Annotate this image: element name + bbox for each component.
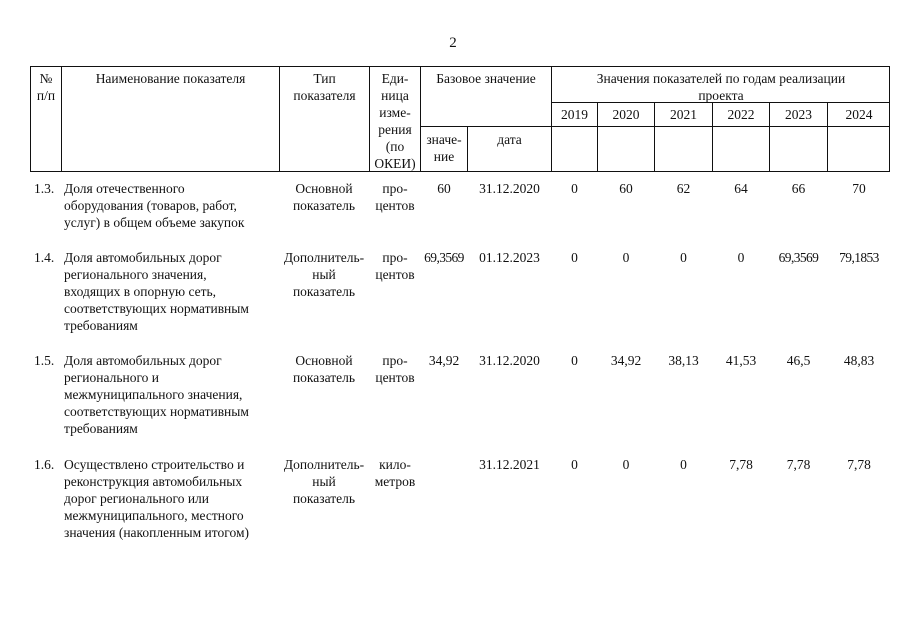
row-base-date: 31.12.2021 [479,457,540,472]
header-year: 2022 [727,107,755,122]
row-type: Дополнитель- ный показатель [283,457,365,506]
header-type: Тип показателя [293,71,356,103]
header-unit: Еди- ница изме- рения (по ОКЕИ) [374,71,416,171]
row-unit: про- центов [375,353,415,385]
row-name: Осуществлено строительство и реконструкция автомобильных дорог регионального или межмуниципального, местного значения (накопленным итогом) [64,457,249,540]
row-base-date: 31.12.2020 [479,181,540,196]
row-value: 7,78 [847,457,871,472]
row-value: 0 [571,181,578,196]
row-base-value: 60 [437,181,451,196]
header-name: Наименование показателя [95,71,246,86]
row-value: 7,78 [786,457,811,472]
page-number: 2 [449,35,457,51]
row-value: 0 [622,457,630,472]
row-value: 7,78 [729,457,753,472]
header-year: 2023 [785,107,812,122]
row-value: 64 [734,181,748,196]
header-divider [420,126,551,127]
row-base-value: 34,92 [428,353,460,368]
row-value: 38,13 [668,353,699,368]
row-num: 1.6. [34,457,55,472]
row-base-value: 69,3569 [424,250,464,265]
row-value: 60 [619,181,633,196]
header-base-value: значе- ние [426,132,462,164]
row-num: 1.4. [34,250,55,265]
row-num: 1.5. [34,353,55,368]
row-value: 0 [680,250,687,265]
row-value: 0 [737,250,745,265]
header-year: 2019 [561,107,588,122]
row-value: 0 [571,457,578,472]
row-value: 62 [676,181,691,196]
row-base-date: 01.12.2023 [479,250,540,265]
header-year: 2024 [845,107,873,122]
row-value: 41,53 [725,353,757,368]
row-value: 0 [622,250,630,265]
header-years-title: Значения показателей по годам реализации проекта [596,71,846,103]
row-value: 79,1853 [839,250,879,265]
row-type: Основной показатель [292,181,356,213]
row-value: 70 [852,181,866,196]
row-value: 0 [680,457,687,472]
row-unit: про- центов [375,181,415,213]
row-type: Дополнитель- ный показатель [283,250,365,299]
row-unit: про- центов [375,250,415,282]
row-value: 34,92 [610,353,642,368]
header-year: 2021 [670,107,697,122]
row-unit: кило- метров [374,457,416,489]
row-value: 46,5 [786,353,811,368]
header-num: № п/п [36,71,56,103]
row-value: 48,83 [843,353,875,368]
row-base-date: 31.12.2020 [479,353,540,368]
row-value: 69,3569 [778,250,819,265]
header-year: 2020 [612,107,640,122]
row-type: Основной показатель [292,353,356,385]
row-value: 66 [791,181,806,196]
row-name: Доля автомобильных дорог регионального и межмуниципального значения, соответствующих нормативным требованиям [64,353,249,436]
header-divider [551,126,890,127]
row-name: Доля автомобильных дорог регионального значения, входящих в опорную сеть, соответствующих нормативным требованиям [64,250,249,333]
row-name: Доля отечественного оборудования (товаров, работ, услуг) в общем объеме закупок [64,181,245,230]
row-value: 0 [571,353,578,368]
header-base: Базовое значение [436,71,536,86]
row-num: 1.3. [34,181,55,196]
row-value: 0 [571,250,578,265]
header-base-date: дата [497,132,522,147]
